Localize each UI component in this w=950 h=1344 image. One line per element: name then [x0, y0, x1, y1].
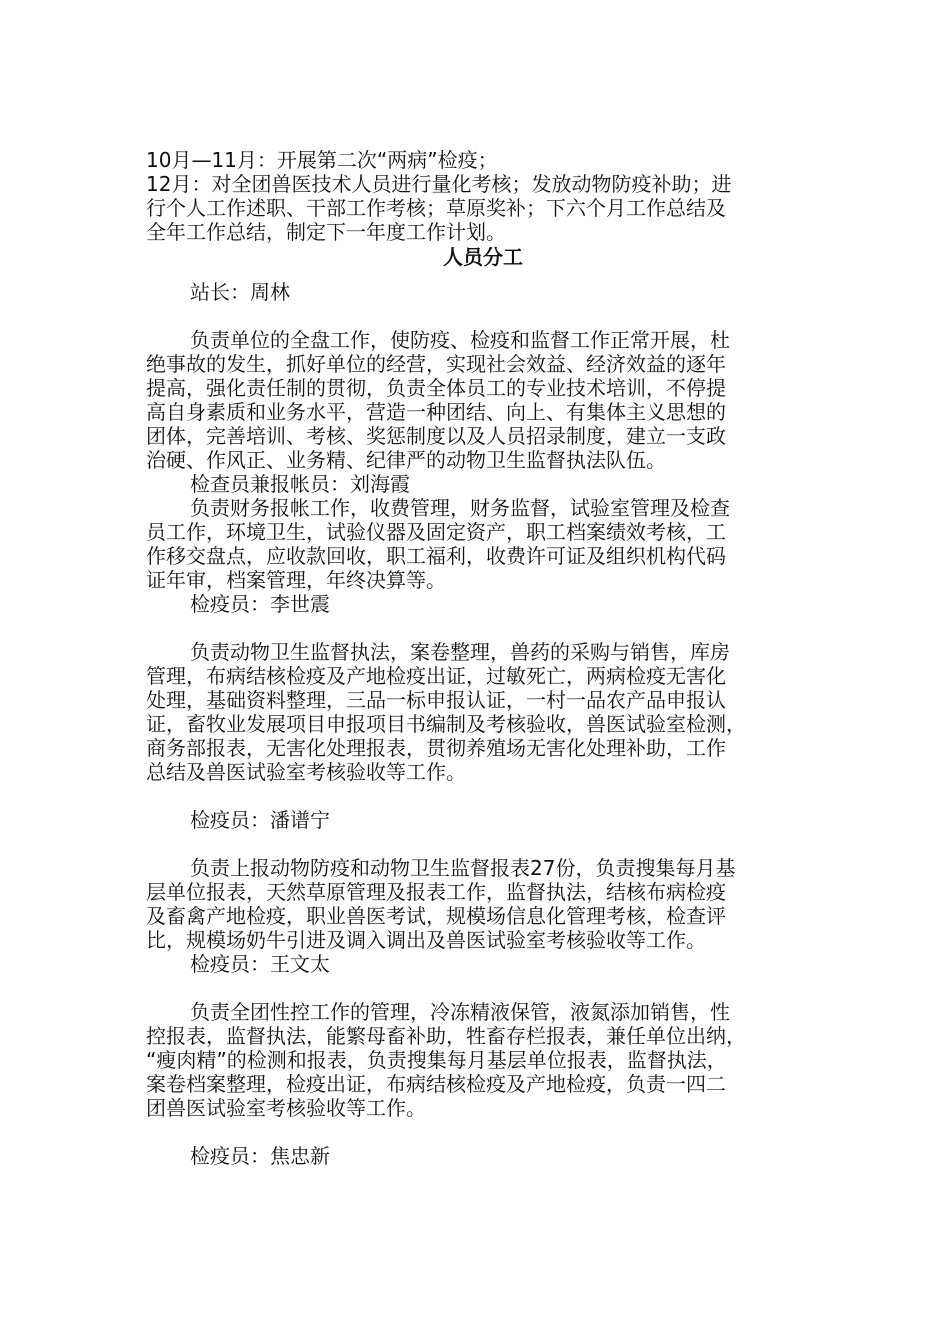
staff-duties-quarantine-pan [146, 856, 820, 952]
schedule-line-dec-2: 行个人工作述职、干部工作考核；草原奖补；下六个月工作总结及 [146, 196, 726, 220]
duty-line: 团体，完善培训、考核、奖惩制度以及人员招录制度，建立一支政 [146, 424, 726, 448]
duty-line: 负责全团性控工作的管理，冷冻精液保管，液氮添加销售，性 [190, 1000, 730, 1024]
duty-line: 案卷档案整理，检疫出证，布病结核检疫及产地检疫，负责一四二 [146, 1072, 726, 1096]
staff-role-inspector-accountant: 检查员兼报帐员：刘海霞 [190, 472, 410, 496]
duty-line: 层单位报表，天然草原管理及报表工作，监督执法，结核布病检疫 [146, 880, 726, 904]
duty-line: 负责动物卫生监督执法，案卷整理，兽药的采购与销售，库房 [190, 640, 730, 664]
duty-line: “瘦肉精”的检测和报表，负责搜集每月基层单位报表，监督执法， [146, 1048, 727, 1072]
duty-line: 比，规模场奶牛引进及调入调出及兽医试验室考核验收等工作。 [146, 928, 706, 952]
duty-line: 作移交盘点，应收款回收，职工福利，收费许可证及组织机构代码 [146, 544, 726, 568]
duty-line: 证年审，档案管理，年终决算等。 [146, 568, 446, 592]
staff-role-quarantine-wang: 检疫员：王文太 [190, 952, 330, 976]
staff-role-station-chief: 站长：周林 [190, 280, 290, 304]
staff-role-quarantine-pan: 检疫员：潘谱宁 [190, 808, 330, 832]
duty-line: 提高，强化责任制的贯彻，负责全体员工的专业技术培训，不停提 [146, 376, 726, 400]
schedule-line-dec-1: 12月：对全团兽医技术人员进行量化考核；发放动物防疫补助；进 [146, 172, 732, 196]
duty-line: 控报表，监督执法，能繁母畜补助，牲畜存栏报表，兼任单位出纳， [146, 1024, 746, 1048]
duty-line: 商务部报表，无害化处理报表，贯彻养殖场无害化处理补助，工作 [146, 736, 726, 760]
schedule-line-dec-3: 全年工作总结，制定下一年度工作计划。 [146, 220, 506, 244]
duty-line: 负责财务报帐工作，收费管理，财务监督，试验室管理及检查 [190, 496, 730, 520]
staff-duties-quarantine-li [146, 640, 820, 784]
staff-role-quarantine-jiao: 检疫员：焦忠新 [190, 1144, 330, 1168]
schedule-line-oct-nov: 10月—11月：开展第二次“两病”检疫； [146, 148, 498, 172]
duty-line: 总结及兽医试验室考核验收等工作。 [146, 760, 466, 784]
duty-line: 团兽医试验室考核验收等工作。 [146, 1096, 426, 1120]
duty-line: 管理，布病结核检疫及产地检疫出证，过敏死亡，两病检疫无害化 [146, 664, 726, 688]
staff-role-quarantine-li: 检疫员：李世震 [190, 592, 330, 616]
staff-duties-quarantine-wang [146, 1000, 820, 1120]
duty-line: 员工作，环境卫生，试验仪器及固定资产，职工档案绩效考核，工 [146, 520, 726, 544]
duty-line: 高自身素质和业务水平，营造一种团结、向上、有集体主义思想的 [146, 400, 726, 424]
duty-line: 处理，基础资料整理，三品一标申报认证，一村一品农产品申报认 [146, 688, 726, 712]
section-title: 人员分工 [443, 245, 523, 269]
duty-line: 负责单位的全盘工作，使防疫、检疫和监督工作正常开展，杜 [190, 328, 730, 352]
duty-line: 治硬、作风正、业务精、纪律严的动物卫生监督执法队伍。 [146, 448, 666, 472]
document-page [146, 148, 820, 1168]
duty-line: 证，畜牧业发展项目申报项目书编制及考核验收，兽医试验室检测， [146, 712, 746, 736]
staff-duties-station-chief [146, 328, 820, 472]
duty-line: 及畜禽产地检疫，职业兽医考试，规模场信息化管理考核，检查评 [146, 904, 726, 928]
staff-duties-inspector-accountant [146, 496, 820, 592]
duty-line: 绝事故的发生，抓好单位的经营，实现社会效益、经济效益的逐年 [146, 352, 726, 376]
duty-line: 负责上报动物防疫和动物卫生监督报表27份，负责搜集每月基 [190, 856, 736, 880]
